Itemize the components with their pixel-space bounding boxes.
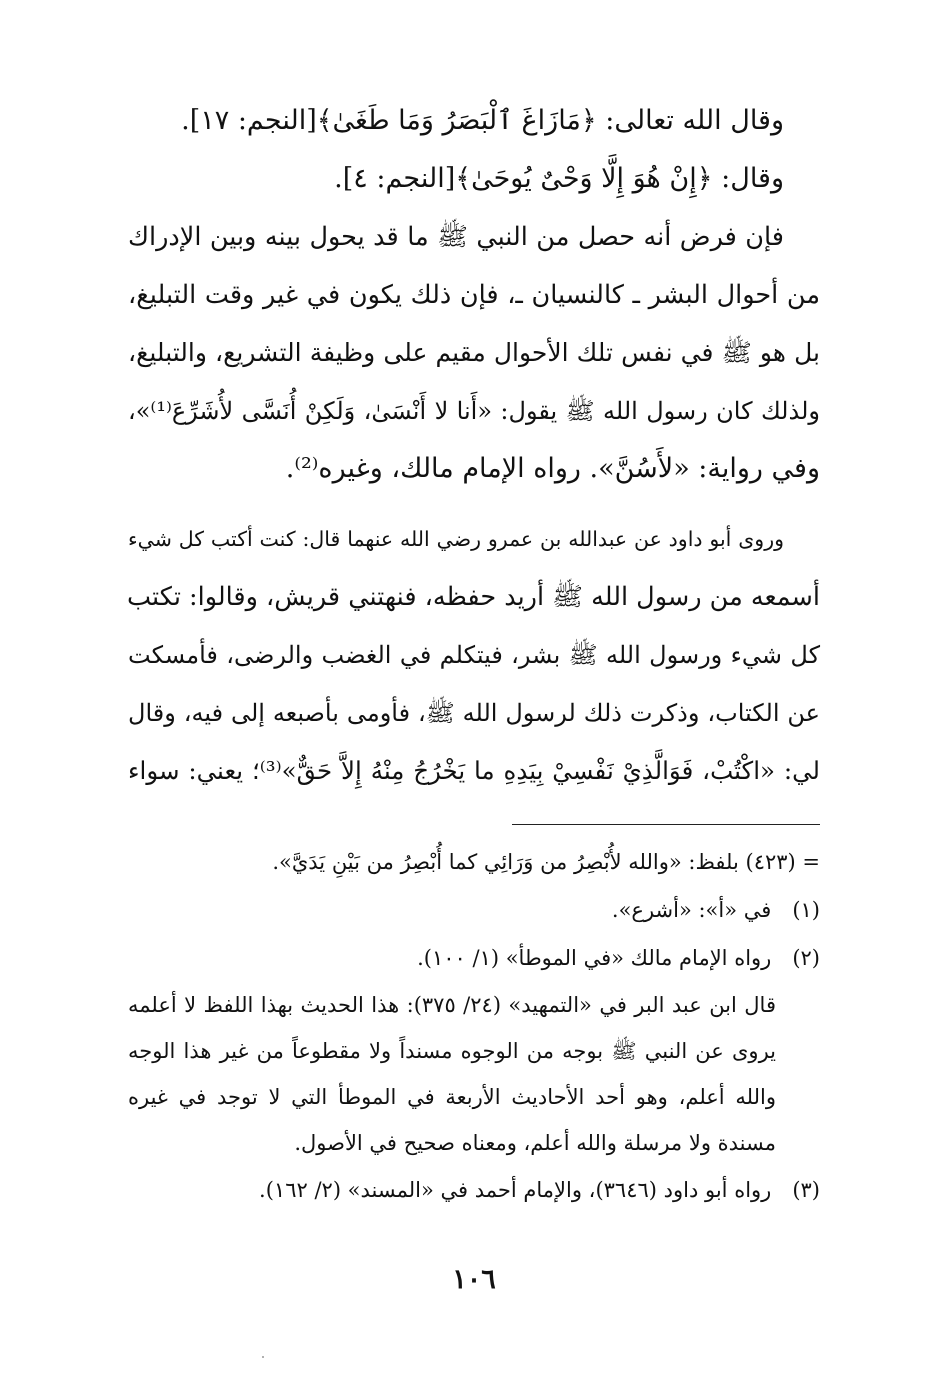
text-line: لي: «اكْتُبْ، فَوَالَّذِيْ نَفْسِيْ بِيَدِهِ ما يَخْرُجُ مِنْهُ إِلاَّ حَقٌّ»⁽³⁾؛ يعني: سواء xyxy=(128,756,820,785)
footnote-2 xyxy=(128,934,820,982)
footnote-divider xyxy=(512,824,820,825)
footnote-number: (١) xyxy=(792,898,820,922)
footnote-note-line: مسندة ولا مرسلة والله أعلم، ومعناه صحيح في الأصول. xyxy=(294,1131,776,1155)
footnote-number: (٣) xyxy=(792,1178,820,1202)
footnote-3 xyxy=(128,1166,820,1214)
text-line: وروى أبو داود عن عبدالله بن عمرو رضي الله عنهما قال: كنت أكتب كل شيء xyxy=(128,527,784,551)
text-line: وقال: ﴿إِنْ هُوَ إِلَّا وَحْىٌ يُوحَىٰ﴾[النجم: ٤]. xyxy=(334,163,784,194)
footnote-1 xyxy=(128,886,820,934)
footnote-text: رواه أبو داود (٣٦٤٦)، والإمام أحمد في «المسند» (٢/ ١٦٢). xyxy=(259,1178,772,1202)
footnote-note-line: قال ابن عبد البر في «التمهيد» (٢٤/ ٣٧٥): هذا الحديث بهذا اللفظ لا أعلمه xyxy=(128,993,776,1017)
text-line: عن الكتاب، وذكرت ذلك لرسول الله ﷺ، فأومى بأصبعه إلى فيه، وقال xyxy=(128,699,820,727)
scan-speck xyxy=(262,1356,264,1358)
footnote-text: رواه الإمام مالك «في الموطأ» (١/ ١٠٠). xyxy=(417,946,772,970)
page-number: ١٠٦ xyxy=(452,1264,496,1295)
text-line: من أحوال البشر ـ كالنسيان ـ، فإن ذلك يكون في غير وقت التبليغ، xyxy=(128,280,820,310)
footnote-continuation: = (٤٢٣) بلفظ: «والله لأُبْصِرُ من وَرَائِي كما أُبْصِرُ من بَيْنِ يَدَيَّ». xyxy=(272,850,820,874)
footnotes xyxy=(128,838,820,1214)
text-line: أسمعه من رسول الله ﷺ أريد حفظه، فنهتني قريش، وقالوا: تكتب xyxy=(127,582,820,612)
text-line: بل هو ﷺ في نفس تلك الأحوال مقيم على وظيفة التشريع، والتبليغ، xyxy=(128,338,820,367)
footnote-note-line: والله أعلم، وهو أحد الأحاديث الأربعة في الموطأ التي لا توجد في غيره xyxy=(128,1085,776,1109)
text-line: كل شيء ورسول الله ﷺ بشر، فيتكلم في الغضب والرضى، فأمسكت xyxy=(128,641,820,669)
main-text xyxy=(128,92,820,800)
text-line: ولذلك كان رسول الله ﷺ يقول: «أَنا لا أَنْسَىٰ، وَلَكِنْ أُنَسَّى لأُشَرِّعَ⁽¹⁾»، xyxy=(128,397,820,425)
text-line: وفي رواية: «لأَسُنَّ». رواه الإمام مالك، وغيره⁽²⁾. xyxy=(285,453,820,484)
footnote-text: في «أ»: «أشرع». xyxy=(611,898,772,922)
text-line: وقال الله تعالى: ﴿مَازَاغَ ٱلْبَصَرُ وَمَا طَغَىٰ﴾[النجم: ١٧]. xyxy=(181,105,784,136)
text-line: فإن فرض أنه حصل من النبي ﷺ ما قد يحول بينه وبين الإدراك xyxy=(128,222,784,252)
footnote-note-line: يروى عن النبي ﷺ بوجه من الوجوه مسنداً ولا مقطوعاً من غير هذا الوجه xyxy=(128,1039,776,1063)
footnote-number: (٢) xyxy=(792,946,820,970)
